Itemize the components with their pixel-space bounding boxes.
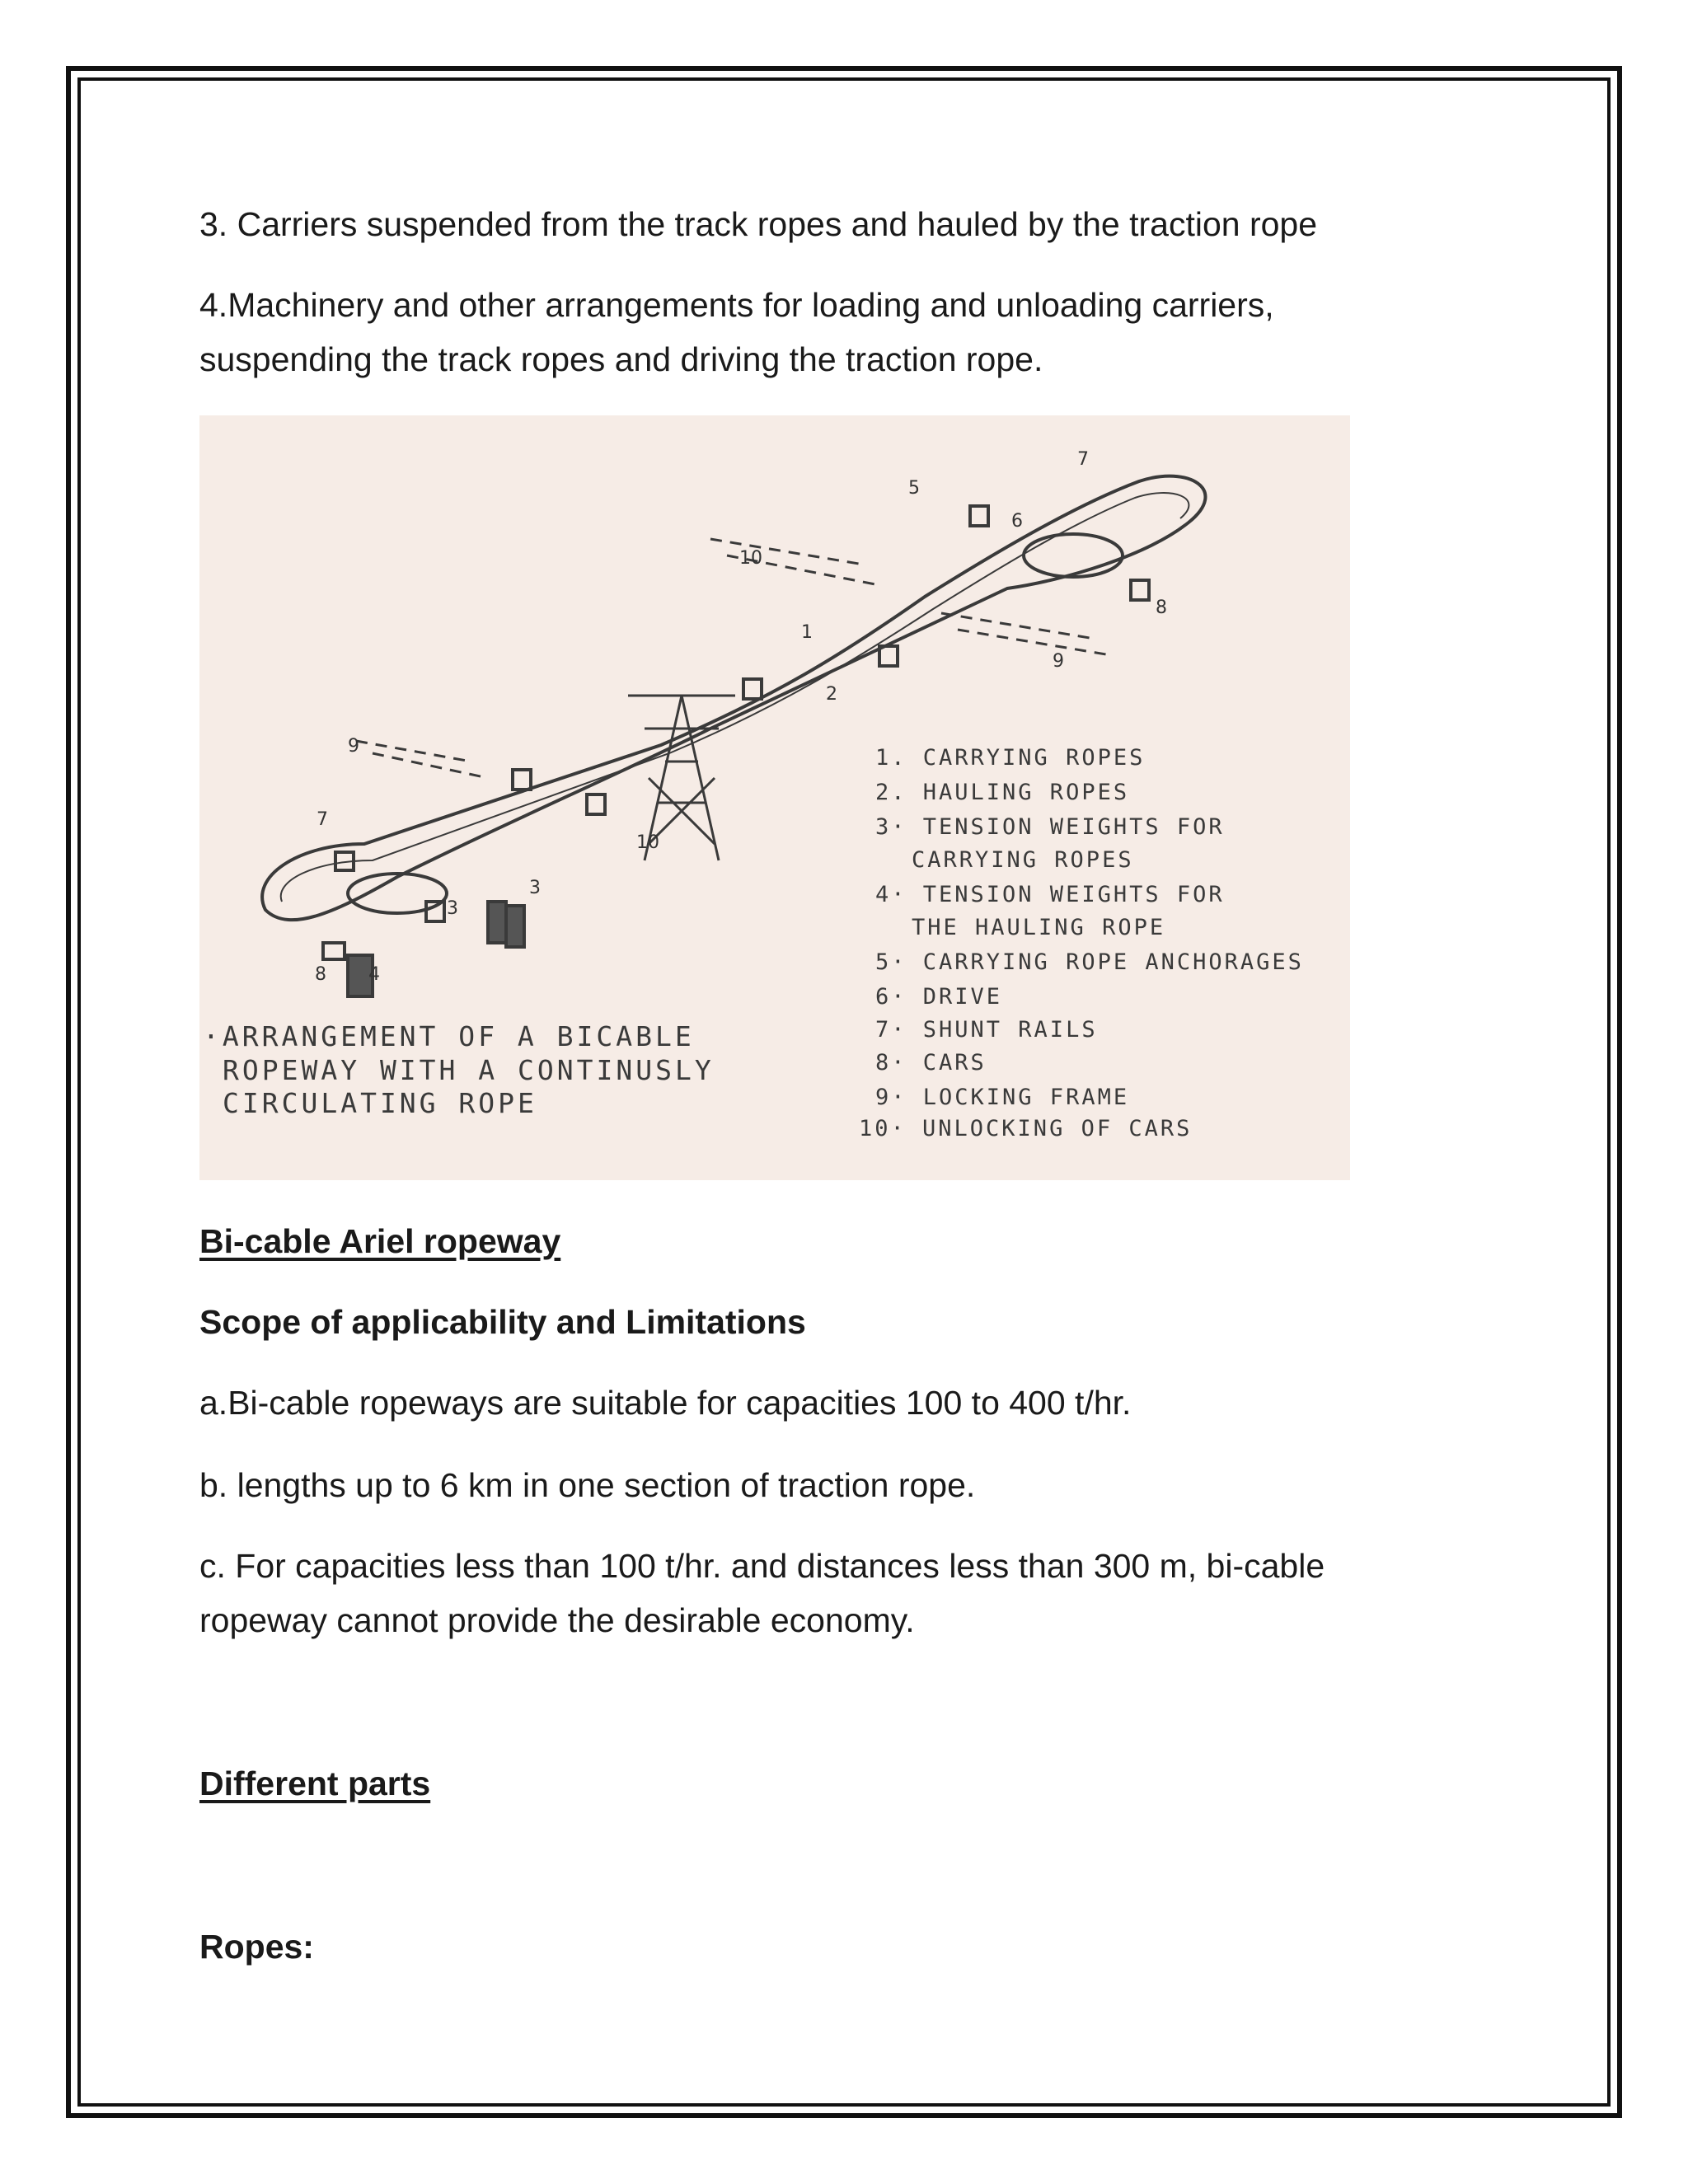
figure-caption-line-1: ·ARRANGEMENT OF A BICABLE [203,1020,695,1052]
legend-item-3-cont: CARRYING ROPES [912,847,1134,873]
section-title-bicable: Bi-cable Ariel ropeway [199,1222,561,1260]
figure-caption-line-3: CIRCULATING ROPE [223,1087,537,1119]
callout-9-right: 9 [1053,651,1064,672]
figure-caption-line-2: ROPEWAY WITH A CONTINUSLY [223,1054,715,1086]
callout-5: 5 [908,478,920,499]
paragraph-3: 3. Carriers suspended from the track ropes and hauled by the traction rope [199,205,1318,243]
callout-7-right: 7 [1077,449,1089,470]
ropeway-diagram-svg [199,415,1350,1180]
callout-3-b: 3 [529,878,541,898]
point-b: b. lengths up to 6 km in one section of traction rope. [199,1466,976,1504]
legend-item-6: 6· DRIVE [875,984,1003,1010]
callout-6: 6 [1011,511,1023,532]
callout-1: 1 [801,622,813,643]
legend-item-10: 10· UNLOCKING OF CARS [859,1116,1193,1141]
callout-8-left: 8 [315,964,326,985]
ropeway-diagram [199,415,1350,1180]
callout-7-left: 7 [316,809,328,830]
point-c-line-2: ropeway cannot provide the desirable economy. [199,1601,915,1639]
paragraph-4-line-1: 4.Machinery and other arrangements for loading and unloading carriers, [199,286,1274,324]
legend-item-7: 7· SHUNT RAILS [875,1017,1098,1043]
callout-2: 2 [826,684,837,705]
callout-8-right: 8 [1156,598,1167,618]
legend-item-8: 8· CARS [875,1050,987,1076]
subheading-ropes: Ropes: [199,1928,314,1966]
callout-3-a: 3 [447,898,458,919]
legend-item-4-cont: THE HAULING ROPE [912,915,1166,940]
paragraph-4-line-2: suspending the track ropes and driving the traction rope. [199,340,1043,378]
callout-10-bottom: 10 [636,832,659,853]
callout-4: 4 [368,964,380,985]
legend-item-1: 1. CARRYING ROPES [875,745,1146,771]
callout-9-left: 9 [348,736,359,757]
section-title-different-parts: Different parts [199,1765,431,1802]
section-subtitle-scope: Scope of applicability and Limitations [199,1303,806,1341]
figure-legend [859,745,1304,1141]
point-c-line-1: c. For capacities less than 100 t/hr. and distances less than 300 m, bi-cable [199,1547,1325,1585]
legend-item-3: 3· TENSION WEIGHTS FOR [875,814,1225,840]
legend-item-9: 9· LOCKING FRAME [875,1085,1130,1110]
point-a: a.Bi-cable ropeways are suitable for capacities 100 to 400 t/hr. [199,1384,1132,1422]
legend-item-2: 2. HAULING ROPES [875,780,1130,805]
callout-10-top: 10 [739,548,762,569]
legend-item-5: 5· CARRYING ROPE ANCHORAGES [875,949,1304,975]
legend-item-4: 4· TENSION WEIGHTS FOR [875,882,1225,907]
